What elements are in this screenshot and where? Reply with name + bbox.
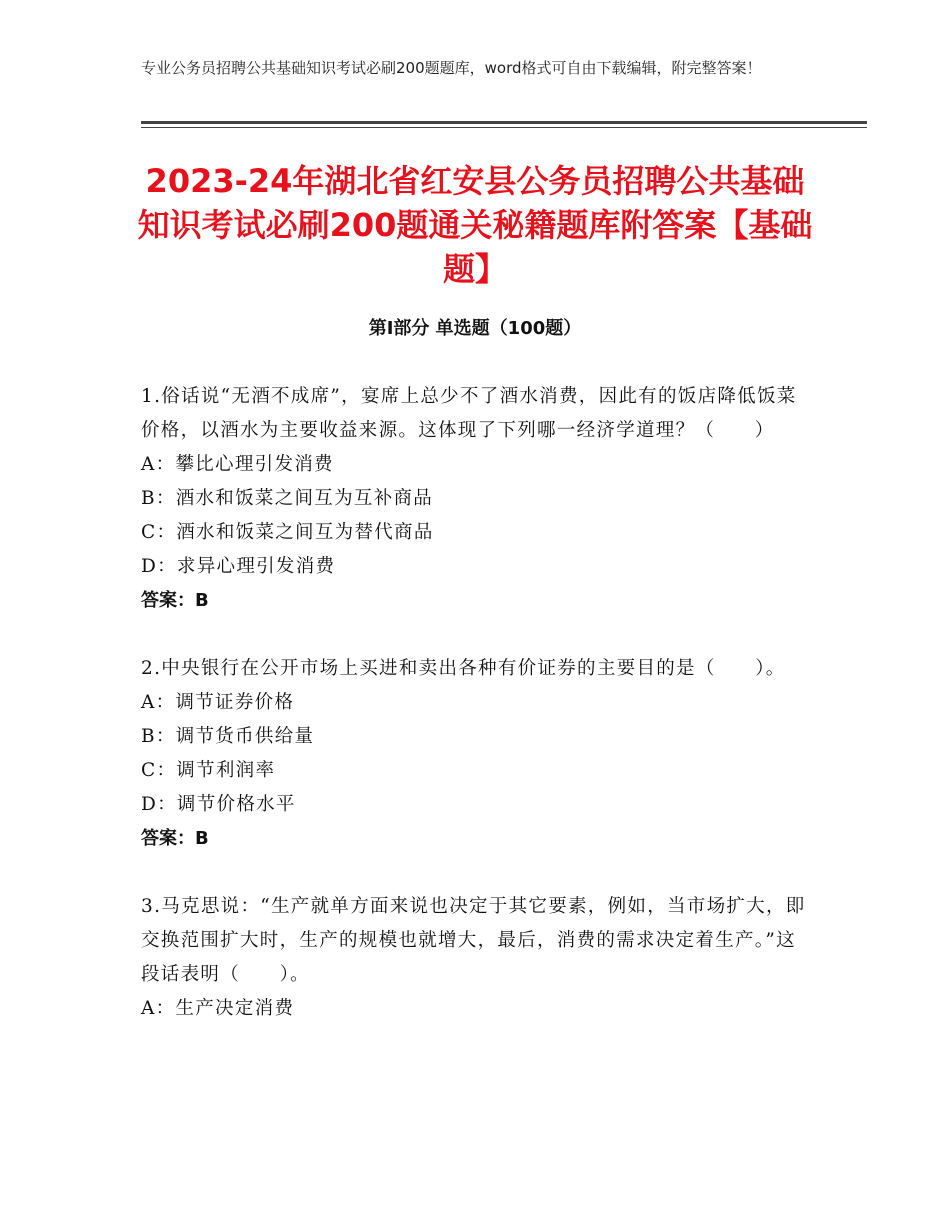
option-c: C：调节利润率 — [141, 760, 276, 781]
option-d: D：求异心理引发消费 — [141, 556, 336, 577]
option-a: A：攀比心理引发消费 — [141, 454, 334, 475]
question-list — [141, 380, 811, 1060]
option-a: A：调节证券价格 — [141, 692, 295, 713]
option-d: D：调节价格水平 — [141, 794, 296, 815]
option-a: A：生产决定消费 — [141, 998, 295, 1019]
question-stem: 1.俗话说“无酒不成席”，宴席上总少不了酒水消费，因此有的饭店降低饭菜价格，以酒水为主要收益来源。这体现了下列哪一经济学道理？（ ） — [141, 386, 797, 441]
question-2 — [141, 652, 811, 856]
header-divider-thin — [141, 127, 867, 128]
answer: 答案：B — [141, 590, 209, 611]
question-stem: 2.中央银行在公开市场上买进和卖出各种有价证券的主要目的是（ ）。 — [141, 658, 786, 679]
option-b: B：调节货币供给量 — [141, 726, 315, 747]
header-divider-thick — [141, 121, 867, 124]
question-1 — [141, 380, 811, 618]
option-c: C：酒水和饭菜之间互为替代商品 — [141, 522, 434, 543]
option-b: B：酒水和饭菜之间互为互补商品 — [141, 488, 434, 509]
document-title: 2023-24年湖北省红安县公务员招聘公共基础知识考试必刷200题通关秘籍题库附答案【基础题】 — [137, 162, 813, 288]
header-note: 专业公务员招聘公共基础知识考试必刷200题题库，word格式可自由下载编辑，附完整答案！ — [141, 59, 762, 77]
answer: 答案：B — [141, 828, 209, 849]
question-3 — [141, 890, 811, 1026]
question-stem: 3.马克思说：“生产就单方面来说也决定于其它要素，例如，当市场扩大，即交换范围扩大时，生产的规模也就增大，最后，消费的需求决定着生产。”这段话表明（ ）。 — [141, 896, 806, 985]
section-heading: 第Ⅰ部分 单选题（100题） — [368, 318, 582, 339]
